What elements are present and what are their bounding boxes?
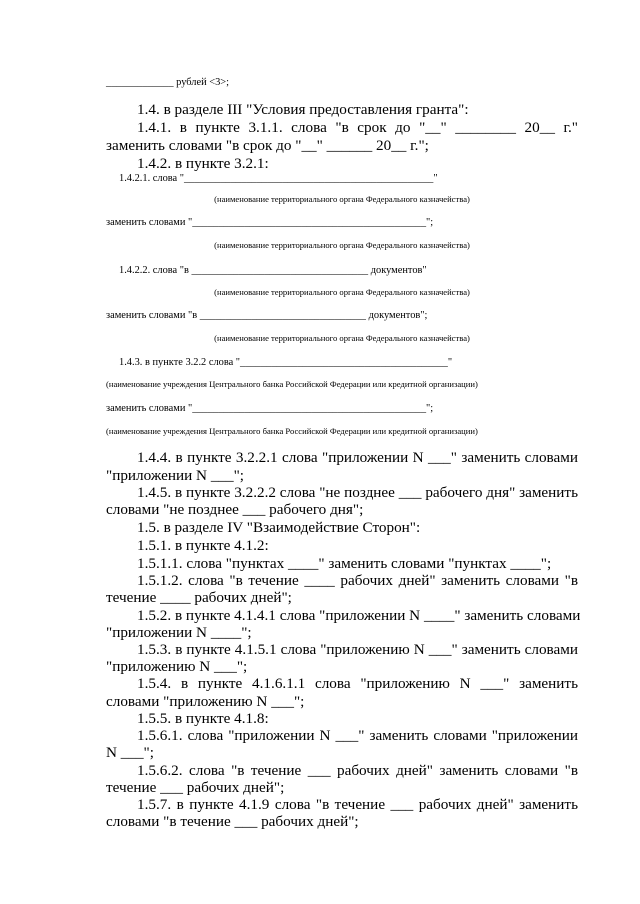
line-1-5-7-cont: словами "в течение ___ рабочих дней";: [106, 813, 359, 830]
line-replace-3: заменить словами "_____________________________________________";: [106, 403, 434, 414]
caption-fk-1: (наименование территориального органа Федерального казначейства): [214, 194, 470, 204]
line-1-5-5: 1.5.5. в пункте 4.1.8:: [137, 710, 269, 727]
line-1-5: 1.5. в разделе IV "Взаимодействие Сторон":: [137, 519, 421, 536]
line-1-5-6-2: 1.5.6.2. слова "в течение ___ рабочих дней" заменить словами "в: [137, 762, 578, 779]
line-1-5-1-2: 1.5.1.2. слова "в течение ____ рабочих дней" заменить словами "в: [137, 572, 578, 589]
line-1-5-2-cont: "приложении N ____";: [106, 624, 252, 641]
caption-fk-3: (наименование территориального органа Федерального казначейства): [214, 287, 470, 297]
line-replace-1: заменить словами "_____________________________________________";: [106, 217, 434, 228]
line-1-5-6-1: 1.5.6.1. слова "приложении N ___" заменить словами "приложении: [137, 727, 578, 744]
line-1-5-1: 1.5.1. в пункте 4.1.2:: [137, 537, 269, 554]
line-1-4-4-cont: "приложении N ___";: [106, 467, 245, 484]
line-1-4-4: 1.4.4. в пункте 3.2.2.1 слова "приложении N ___" заменить словами: [137, 449, 578, 466]
line-1-4-2-1: 1.4.2.1. слова "________________________________________________": [119, 173, 438, 184]
caption-fk-4: (наименование территориального органа Федерального казначейства): [214, 333, 470, 343]
line-1-4-2: 1.4.2. в пункте 3.2.1:: [137, 155, 269, 172]
line-1-5-3-cont: "приложению N ___";: [106, 658, 248, 675]
line-1-5-1-1: 1.5.1.1. слова "пунктах ____" заменить словами "пунктах ____";: [137, 555, 552, 572]
line-1-4-1-cont: заменить словами "в срок до "__" ______ 20__ г.";: [106, 137, 429, 154]
line-1-4-3: 1.4.3. в пункте 3.2.2 слова "________________________________________": [119, 357, 453, 368]
line-1-5-4-cont: словами "приложению N ___";: [106, 693, 305, 710]
line-1-4-1: 1.4.1. в пункте 3.1.1. слова "в срок до "__" ________ 20__ г.": [137, 119, 578, 136]
line-1-4-2-2: 1.4.2.2. слова "в __________________________________ документов": [119, 265, 427, 276]
line-1-4-5: 1.4.5. в пункте 3.2.2.2 слова "не позднее ___ рабочего дня" заменить: [137, 484, 578, 501]
line-1-5-3: 1.5.3. в пункте 4.1.5.1 слова "приложению N ___" заменить словами: [137, 641, 578, 658]
caption-bank-2: (наименование учреждения Центрального банка Российской Федерации или кредитной организации): [106, 426, 478, 436]
line-1-5-6-2-cont: течение ___ рабочих дней";: [106, 779, 285, 796]
line-1-5-1-2-cont: течение ____ рабочих дней";: [106, 589, 292, 606]
line-1-5-7: 1.5.7. в пункте 4.1.9 слова "в течение ___ рабочих дней" заменить: [137, 796, 578, 813]
line-replace-2: заменить словами "в ________________________________ документов";: [106, 310, 428, 321]
caption-bank-1: (наименование учреждения Центрального банка Российской Федерации или кредитной организации): [106, 379, 478, 389]
line-1-5-2: 1.5.2. в пункте 4.1.4.1 слова "приложении N ____" заменить словами: [137, 607, 581, 624]
line-1-5-6-1-cont: N ___";: [106, 744, 154, 761]
caption-fk-2: (наименование территориального органа Федерального казначейства): [214, 240, 470, 250]
line-1-5-4: 1.5.4. в пункте 4.1.6.1.1 слова "приложению N ___" заменить: [137, 675, 578, 692]
line-rubles: _____________ рублей <3>;: [106, 77, 230, 88]
line-1-4-5-cont: словами "не позднее ___ рабочего дня";: [106, 501, 364, 518]
line-1-4: 1.4. в разделе III "Условия предоставления гранта":: [137, 101, 469, 118]
